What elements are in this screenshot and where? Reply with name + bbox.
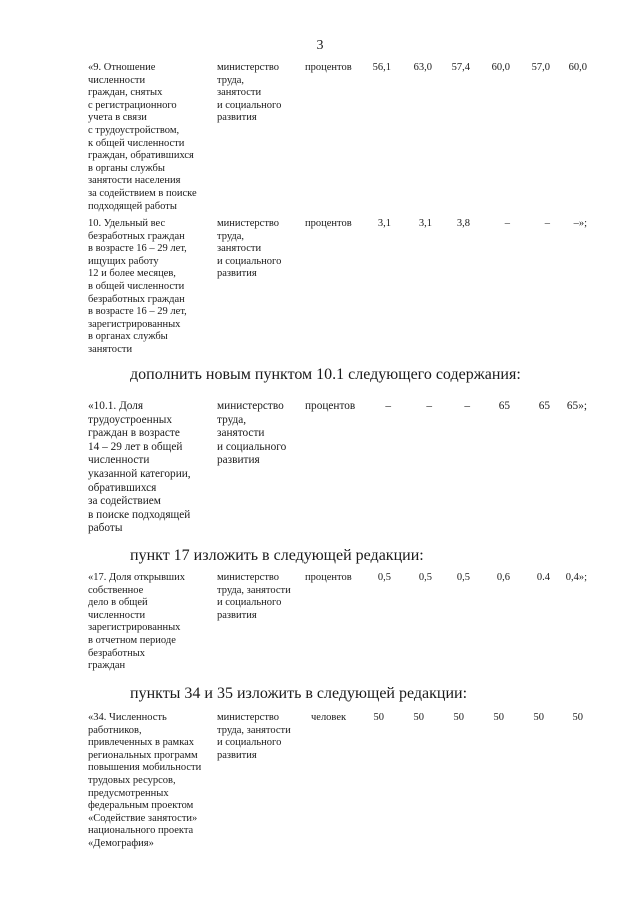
indicator-name-line: в поиске подходящей [88,508,191,521]
responsible-ministry [217,400,301,468]
ministry-line: и социального [217,99,282,111]
year-value: 0,6 [496,572,510,583]
ministry-line: и социального [217,255,282,267]
year-value: 50 [373,712,384,723]
page-number: 3 [316,38,324,53]
indicator-name-line: безработных [88,647,146,659]
indicator-name-line: занятости населения [88,175,181,187]
indicator-name-line: занятости [88,343,133,355]
indicator-name-line: федеральным проектом [88,800,194,812]
year-value: 50 [493,712,504,723]
indicator-name-line: ищущих работу [88,255,159,267]
year-value: 60,0 [568,62,587,73]
indicator-name-line: зарегистрированных [88,622,181,634]
year-value: 57,4 [451,62,470,73]
indicator-name-line: работников, [88,724,142,736]
indicator-name-line: предусмотренных [88,787,169,799]
year-value: 60,0 [491,62,510,73]
ministry-line: развития [217,112,257,124]
year-value: – [544,218,550,229]
year-value: 0,5 [418,572,432,583]
year-value: 0,5 [377,572,391,583]
year-value: 0.4 [536,572,550,583]
indicator-name-line: в отчетном периоде [88,634,176,646]
year-value: 65 [498,400,510,412]
amendment-instruction: пункт 17 изложить в следующей редакции: [130,547,424,564]
amendment-instruction: пункты 34 и 35 изложить в следующей редакции: [130,685,468,702]
year-value: 57,0 [531,62,550,73]
year-value: 50 [453,712,464,723]
indicator-name-line: граждан [88,660,126,672]
indicator-name-line: в общей численности [88,280,185,292]
year-value: 56,1 [372,62,391,73]
ministry-line: труда, [217,230,245,242]
ministry-line: занятости [217,427,265,440]
ministry-line: труда, занятости [217,724,291,736]
ministry-line: развития [217,749,257,761]
ministry-line: министерство [217,712,280,723]
year-value: – [426,400,432,412]
ministry-line: труда, [217,74,245,86]
ministry-line: министерство [217,572,280,583]
year-value: 0,4»; [565,572,587,583]
indicator-name-line: с трудоустройством, [88,124,180,136]
indicator-name-line: безработных граждан [88,293,185,305]
indicator-name-line: трудовых ресурсов, [88,774,176,786]
indicator-name-line: в органах службы [88,331,168,343]
ministry-line: развития [217,609,257,621]
indicator-name-line: «10.1. Доля [88,400,144,412]
indicator-name-line: собственное [88,584,144,596]
amendment-instruction: дополнить новым пунктом 10.1 следующего содержания: [130,366,521,383]
indicator-name-line: за содействием [88,495,161,508]
indicator-name-line: численности [88,609,146,621]
indicator-name-line: к общей численности [88,137,185,149]
ministry-line: труда, занятости [217,584,291,596]
indicator-name-line: указанной категории, [88,467,191,480]
year-value: 3,1 [377,218,391,229]
indicator-name-line: зарегистрированных [88,318,181,330]
indicator-name-line: «9. Отношение [88,62,156,73]
ministry-line: занятости [217,243,262,255]
year-value: 3,1 [418,218,432,229]
indicator-name-line: работы [88,522,123,535]
indicator-name-line: 12 и более месяцев, [88,268,176,280]
indicator-name-line: граждан в возрасте [88,427,180,440]
ministry-line: труда, [217,413,247,426]
year-value: 63,0 [413,62,432,73]
year-value: 50 [572,712,583,723]
ministry-line: министерство [217,62,280,73]
indicator-name-line: дело в общей [88,597,148,609]
unit-of-measure: процентов [305,572,352,583]
ministry-line: занятости [217,87,262,99]
indicator-name [88,572,214,673]
indicator-name-line: в возрасте 16 – 29 лет, [88,306,187,318]
responsible-ministry [217,62,301,125]
indicator-name-line: в возрасте 16 – 29 лет, [88,243,187,255]
indicator-name-line: обратившихся [88,481,157,494]
ministry-line: министерство [217,218,280,229]
responsible-ministry [217,572,301,622]
indicator-name-line: «34. Численность [88,712,167,723]
ministry-line: развития [217,268,257,280]
ministry-line: и социального [217,597,282,609]
ministry-line: министерство [217,400,284,412]
indicator-name-line: граждан, обратившихся [88,150,194,162]
indicator-name-line: «Демография» [88,837,154,849]
indicator-name-line: трудоустроенных [88,413,172,426]
indicator-name-line: «17. Доля открывших [88,572,185,583]
responsible-ministry [217,218,301,281]
indicator-name [88,712,214,851]
ministry-line: и социального [217,440,287,453]
year-value: 50 [533,712,544,723]
indicator-name-line: в органы службы [88,162,165,174]
indicator-name-line: «Содействие занятости» [88,812,198,824]
indicator-name-line: с регистрационного [88,99,177,111]
indicator-name [88,400,214,536]
year-value: 50 [413,712,424,723]
year-value: 65»; [566,400,587,412]
indicator-name-line: граждан, снятых [88,87,163,99]
indicator-name-line: привлеченных в рамках [88,737,195,749]
indicator-name-line: численности [88,74,146,86]
indicator-name-line: 14 – 29 лет в общей [88,440,183,453]
indicator-name-line: подходящей работы [88,200,177,212]
indicator-name-line: 10. Удельный вес [88,218,166,229]
unit-of-measure: процентов [305,218,352,229]
year-value: – [464,400,470,412]
ministry-line: и социального [217,737,282,749]
indicator-name-line: численности [88,454,150,467]
year-value: 0,5 [456,572,470,583]
indicator-name [88,62,214,213]
unit-of-measure: процентов [305,400,356,412]
year-value: – [504,218,510,229]
indicator-name-line: за содействием в поиске [88,187,197,199]
indicator-name [88,218,214,357]
indicator-name-line: национального проекта [88,825,194,837]
year-value: –»; [573,218,587,229]
indicator-name-line: безработных граждан [88,230,185,242]
indicator-name-line: региональных программ [88,749,198,761]
indicator-name-line: учета в связи [88,112,147,124]
year-value: – [385,400,391,412]
responsible-ministry [217,712,301,762]
year-value: 3,8 [456,218,470,229]
unit-of-measure: человек [311,712,347,723]
unit-of-measure: процентов [305,62,352,73]
year-value: 65 [538,400,550,412]
indicator-name-line: повышения мобильности [88,762,202,774]
ministry-line: развития [217,454,260,467]
